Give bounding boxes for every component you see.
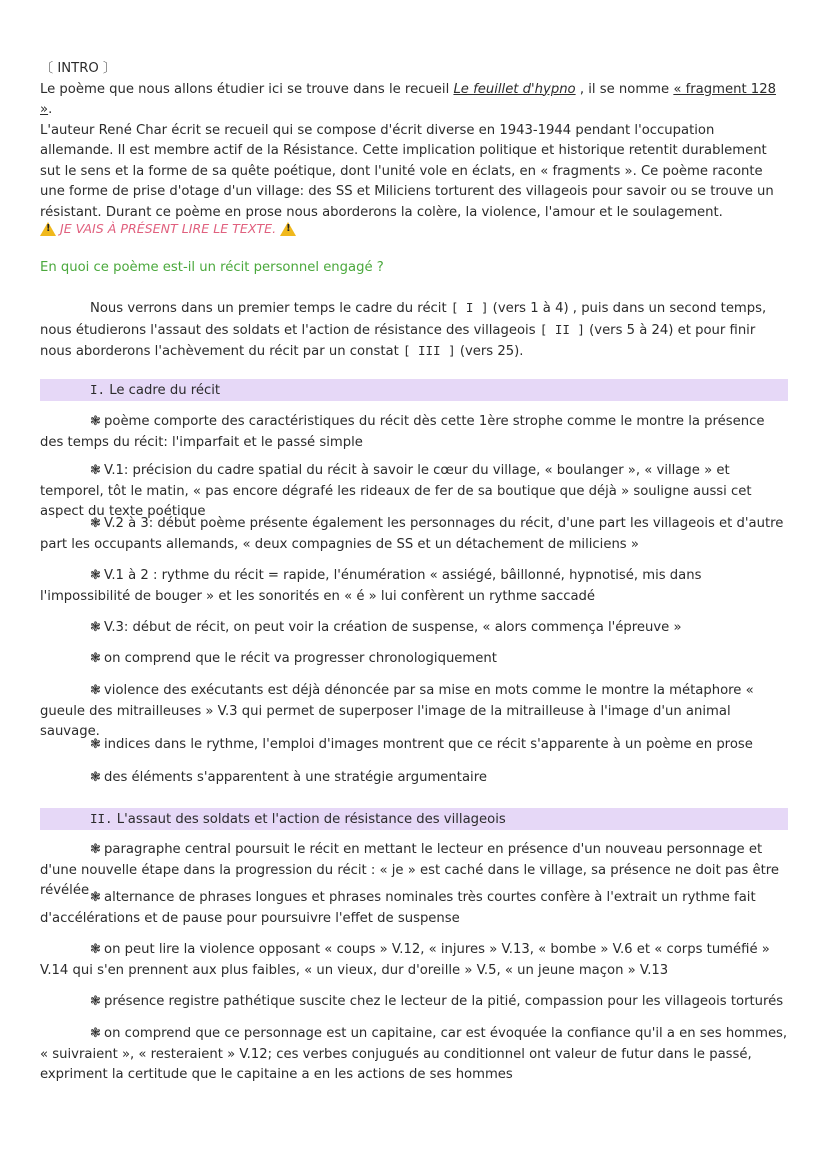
problematic-question: En quoi ce poème est-il un récit personnel engagé ? xyxy=(40,260,384,275)
flower-bullet-icon: ❃ xyxy=(90,463,101,478)
flower-bullet-icon: ❃ xyxy=(90,770,101,785)
intro-paragraph: Le poème que nous allons étudier ici se trouve dans le recueil Le feuillet d'hypno , il se nomme « fragment 128 ». L'auteur René Char écrit se recueil qui se compose d'écrit diverse en 1943-1944 pendant l'occupation allemande. Il est membre actif de la Résistance. Cette implication politique et historique retentit durablement sut le sens et la forme de sa quête poétique, dont l'unité vole en éclats, en « fragments ». Ce poème raconte une forme de prise d'otage d'un village: des SS et Miliciens torturent des villageois pour savoir ou se trouve un résistant. Durant ce poème en prose nous aborderons la colère, la violence, l'amour et le soulagement. xyxy=(40,81,776,220)
section-2-item: ❃ on comprend que ce personnage est un capitaine, car est évoquée la confiance qu'il a en ses hommes, « suivraient », « resteraient » V.12; ces verbes conjugués au conditionnel ont valeur de futur dans le passé, expriment la certitude que le capitaine a en les actions de ses hommes xyxy=(40,1026,788,1082)
section-2-item: ❃ on peut lire la violence opposant « coups » V.12, « injures » V.13, « bombe » V.6 et « corps tuméfié » V.14 qui s'en prennent aux plus faibles, « un vieux, dur d'oreille » V.5, « un jeune maçon » V.13 xyxy=(40,942,770,978)
flower-bullet-icon: ❃ xyxy=(90,683,101,698)
section-2-header: II. L'assaut des soldats et l'action de résistance des villageois xyxy=(40,808,788,830)
plan-paragraph: Nous verrons dans un premier temps le cadre du récit [ I ] (vers 1 à 4) , puis dans un second temps, nous étudierons l'assaut des soldats et l'action de résistance des villageois [ II ] (vers 5 à 24) et pour finir nous aborderons l'achèvement du récit par un constat [ III ] (vers 25). xyxy=(40,300,767,359)
intro-label: 〔 INTRO 〕 xyxy=(40,61,117,76)
section-1-item: ❃ V.1: précision du cadre spatial du récit à savoir le cœur du village, « boulanger », « village » et temporel, tôt le matin, « pas encore dégrafé les rideaux de fer de sa boutique que déjà » souligne aussi cet aspect du texte poétique xyxy=(40,463,752,519)
book-title: Le feuillet d'hypno xyxy=(453,81,576,97)
fragment-label: « fragment 128 » xyxy=(40,81,776,117)
warning-text: JE VAIS À PRÉSENT LIRE LE TEXTE. xyxy=(60,220,277,236)
section-1-item: ❃ V.1 à 2 : rythme du récit = rapide, l'énumération « assiégé, bâillonné, hypnotisé, mis dans l'impossibilité de bouger » et les sonorités en « é » lui confèrent un rythme saccadé xyxy=(40,568,702,604)
section-1-title: Le cadre du récit xyxy=(109,383,221,398)
section-1-item: ❃ des éléments s'apparentent à une stratégie argumentaire xyxy=(40,768,790,789)
flower-bullet-icon: ❃ xyxy=(90,842,101,857)
flower-bullet-icon: ❃ xyxy=(90,942,101,957)
flower-bullet-icon: ❃ xyxy=(90,994,101,1009)
flower-bullet-icon: ❃ xyxy=(90,1026,101,1041)
section-1-item: ❃ violence des exécutants est déjà dénoncée par sa mise en mots comme le montre la métaphore « gueule des mitrailleuses » V.3 qui permet de superposer l'image de la mitrailleuse à l'image d'un animal sauvage. xyxy=(40,683,754,739)
section-1-item: ❃ V.2 à 3: début poème présente également les personnages du récit, d'une part les villageois et d'autre part les occupants allemands, « deux compagnies de SS et un détachement de miliciens » xyxy=(40,516,784,552)
section-1-header: I. Le cadre du récit xyxy=(40,379,788,401)
warning-line xyxy=(40,219,790,239)
flower-bullet-icon: ❃ xyxy=(90,620,101,635)
section-1-item: ❃ indices dans le rythme, l'emploi d'images montrent que ce récit s'apparente à un poème en prose xyxy=(40,735,790,756)
intro-block xyxy=(40,58,790,223)
section-2-item: ❃ présence registre pathétique suscite chez le lecteur de la pitié, compassion pour les villageois torturés xyxy=(40,992,790,1013)
flower-bullet-icon: ❃ xyxy=(90,568,101,583)
flower-bullet-icon: ❃ xyxy=(90,414,101,429)
warning-icon xyxy=(40,222,56,236)
flower-bullet-icon: ❃ xyxy=(90,737,101,752)
flower-bullet-icon: ❃ xyxy=(90,651,101,666)
warning-icon xyxy=(280,222,296,236)
section-1-item: ❃ on comprend que le récit va progresser chronologiquement xyxy=(40,649,790,670)
section-2-title: L'assaut des soldats et l'action de résistance des villageois xyxy=(116,812,506,827)
flower-bullet-icon: ❃ xyxy=(90,516,101,531)
section-2-item: ❃ alternance de phrases longues et phrases nominales très courtes confère à l'extrait un rythme fait d'accélérations et de pause pour poursuivre l'effet de suspense xyxy=(40,890,756,926)
section-1-item: ❃ poème comporte des caractéristiques du récit dès cette 1ère strophe comme le montre la présence des temps du récit: l'imparfait et le passé simple xyxy=(40,414,765,450)
section-2-item: ❃ paragraphe central poursuit le récit en mettant le lecteur en présence d'un nouveau personnage et d'une nouvelle étape dans la progression du récit : « je » est caché dans le village, sa présence ne doit pas être révélée xyxy=(40,842,779,898)
section-1-item: ❃ V.3: début de récit, on peut voir la création de suspense, « alors commença l'épreuve » xyxy=(40,618,790,639)
flower-bullet-icon: ❃ xyxy=(90,890,101,905)
